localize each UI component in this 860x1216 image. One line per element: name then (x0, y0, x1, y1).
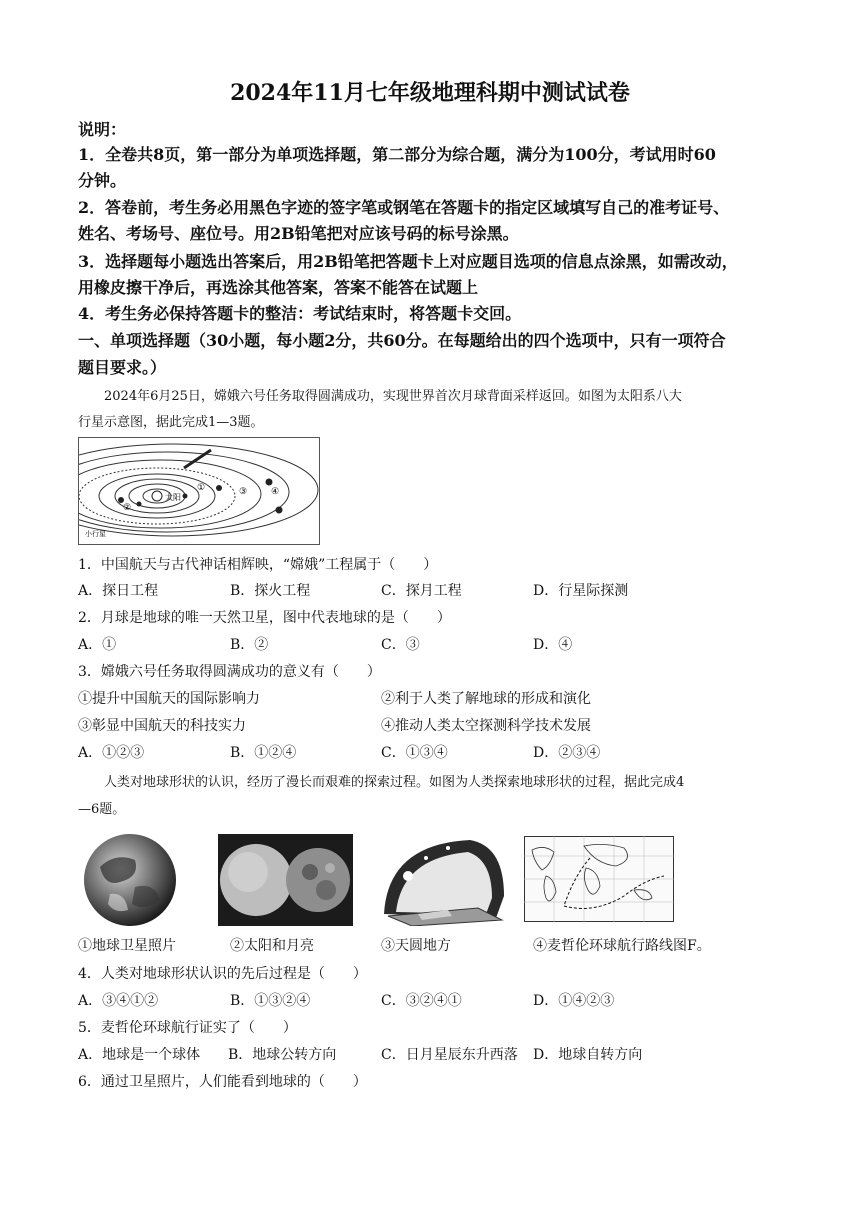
planet-dot (276, 507, 283, 514)
solar-system-figure (78, 437, 320, 545)
caption-4: ④麦哲伦环球航行路线图F。 (533, 938, 711, 954)
instruction-1-line-2: 分钟。 (78, 171, 127, 190)
intro2-line-2: —6题。 (78, 802, 126, 817)
q1-option-a: A．探日工程 (78, 583, 159, 599)
q1-option-c: C．探月工程 (381, 583, 462, 599)
caption-2: ②太阳和月亮 (230, 938, 314, 954)
q5-option-d: D．地球自转方向 (533, 1047, 643, 1063)
q5-stem: 5．麦哲伦环球航行证实了（ ） (78, 1020, 297, 1036)
q1-option-d: D．行星际探测 (533, 583, 629, 599)
q3-statement-1: ①提升中国航天的国际影响力 (78, 691, 260, 707)
sun-and-moon-photo (218, 834, 353, 926)
q5-option-b: B．地球公转方向 (228, 1047, 337, 1063)
section1-heading-line-1: 一、单项选择题（30小题，每小题2分，共60分。在每题给出的四个选项中，只有一项符合 (78, 331, 726, 350)
earth-satellite-photo (80, 832, 180, 928)
planet-dot (183, 494, 188, 499)
q1-stem: 1．中国航天与古代神话相辉映，“嫦娥”工程属于（ ） (78, 557, 438, 573)
q2-option-c: C．③ (381, 637, 420, 653)
caption-3: ③天圆地方 (381, 938, 451, 954)
q2-option-a: A．① (78, 637, 117, 653)
q2-option-b: B．② (230, 637, 269, 653)
instruction-1-line-1: 1．全卷共8页，第一部分为单项选择题，第二部分为综合题，满分为100分，考试用时60 (78, 145, 716, 164)
q3-statement-4: ④推动人类太空探测科学技术发展 (381, 718, 591, 734)
planet-number-4: ④ (271, 487, 280, 497)
q3-stem: 3．嫦娥六号任务取得圆满成功的意义有（ ） (78, 664, 381, 680)
q3-option-d: D．②③④ (533, 745, 601, 761)
round-sky-square-earth-illustration (378, 836, 508, 926)
intro1-line-2: 行星示意图，据此完成1—3题。 (78, 415, 264, 430)
instruction-2-line-2: 姓名、考场号、座位号。用2B铅笔把对应该号码的标号涂黑。 (78, 224, 519, 243)
instruction-2-line-1: 2．答卷前，考生务必用黑色字迹的签字笔或钢笔在答题卡的指定区域填写自己的准考证号、 (78, 198, 730, 217)
q3-statement-3: ③彰显中国航天的科技实力 (78, 718, 246, 734)
section1-heading-line-2: 题目要求。） (78, 358, 167, 377)
q4-option-a: A．③④①② (78, 993, 159, 1009)
q3-option-a: A．①②③ (78, 745, 145, 761)
q2-stem: 2．月球是地球的唯一天然卫星，图中代表地球的是（ ） (78, 610, 451, 626)
q2-option-d: D．④ (533, 637, 573, 653)
q4-option-b: B．①③②④ (230, 993, 311, 1009)
q3-statement-2: ②利于人类了解地球的形成和演化 (381, 691, 591, 707)
magellan-route-map (524, 836, 674, 922)
q5-option-c: C．日月星辰东升西落 (381, 1047, 518, 1063)
intro2-line-1: 人类对地球形状的认识，经历了漫长而艰难的探索过程。如图为人类探索地球形状的过程，据此完成4 (104, 775, 685, 790)
q3-option-b: B．①②④ (230, 745, 297, 761)
q3-option-c: C．①③④ (381, 745, 448, 761)
sun-symbol (152, 491, 162, 501)
instruction-3-line-1: 3．选择题每小题选出答案后，用2B铅笔把答题卡上对应题目选项的信息点涂黑，如需改动， (78, 252, 738, 271)
planet-dot (266, 479, 273, 486)
instruction-3-line-2: 用橡皮擦干净后，再选涂其他答案，答案不能答在试题上 (78, 278, 479, 297)
planet-number-1: ① (197, 483, 206, 493)
instructions-heading: 说明： (78, 120, 127, 139)
sun-label: 太阳 (165, 493, 181, 502)
q4-option-c: C．③②④① (381, 993, 462, 1009)
q4-option-d: D．①④②③ (533, 993, 615, 1009)
planet-number-3: ③ (239, 487, 248, 497)
q5-option-a: A．地球是一个球体 (78, 1047, 201, 1063)
instruction-4: 4．考生务必保持答题卡的整洁：考试结束时，将答题卡交回。 (78, 304, 522, 323)
intro1-line-1: 2024年6月25日，嫦娥六号任务取得圆满成功，实现世界首次月球背面采样返回。如图为太阳系八大 (104, 389, 682, 404)
caption-1: ①地球卫星照片 (78, 938, 176, 954)
page-title: 2024年11月七年级地理科期中测试试卷 (230, 80, 630, 106)
planet-dot (216, 485, 222, 491)
asteroid-belt-label: 小行星 (85, 530, 106, 538)
planet-number-2: ② (123, 503, 132, 513)
q1-option-b: B．探火工程 (230, 583, 311, 599)
planet-dot (137, 502, 142, 507)
q6-stem: 6．通过卫星照片，人们能看到地球的（ ） (78, 1074, 367, 1090)
q4-stem: 4．人类对地球形状认识的先后过程是（ ） (78, 966, 367, 982)
